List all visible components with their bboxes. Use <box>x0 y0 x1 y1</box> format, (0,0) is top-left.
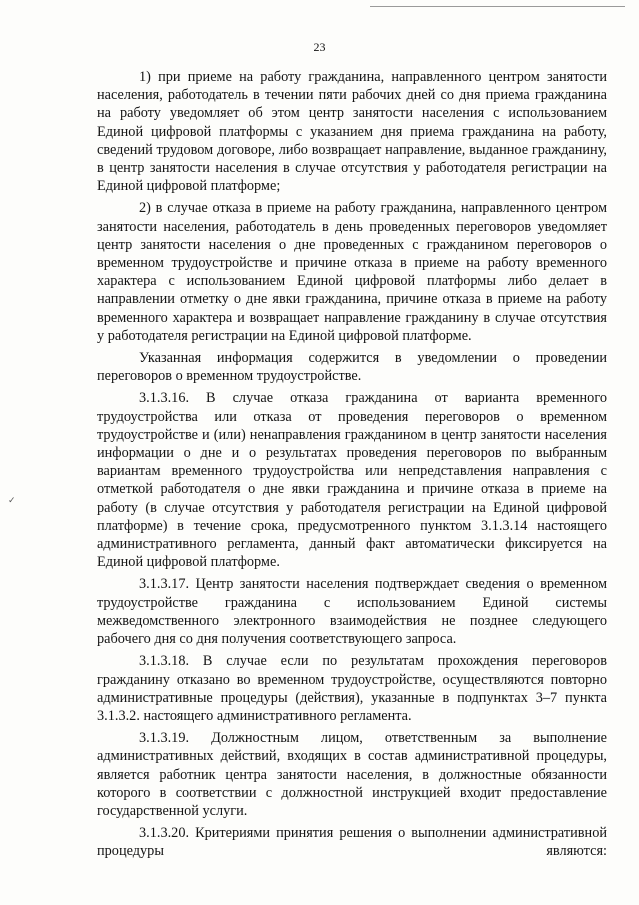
page-number: 23 <box>313 40 326 54</box>
paragraph-3-1-3-18: 3.1.3.18. В случае если по результатам прохождения переговоров гражданину отказано во временном трудоустройстве, осуществляются повторно административные процедуры (действия), указанные в подпунктах 3–7 пункта 3.1.3.2. настоящего административного регламента. <box>97 653 607 724</box>
top-edge-line <box>370 6 625 7</box>
paragraph-3-1-3-19: 3.1.3.19. Должностным лицом, ответственным за выполнение административных действий, входящих в состав административной процедуры, является работник центра занятости населения, в должностные обязанности которого в соответствии с должностной инструкцией входит предоставление государственной услуги. <box>97 730 607 819</box>
paragraph-3-1-3-17: 3.1.3.17. Центр занятости населения подтверждает сведения о временном трудоустройстве гражданина с использованием Единой системы межведомственного электронного взаимодействия не позднее следующего рабочего дня со дня получения соответствующего запроса. <box>97 576 607 648</box>
scan-speck: ✓ <box>8 496 16 506</box>
paragraph-3-1-3-16: 3.1.3.16. В случае отказа гражданина от варианта временного трудоустройства или отказа от проведения переговоров о временном трудоустройстве и (или) ненаправления гражданином в центр занятости населения информации о дне и о результатах проведения переговоров по выбранным вариантам временного трудоустройства или непредставления направления с отметкой работодателя о дне явки гражданина и причине отказа в приеме на работу (в случае отсутствия у работодателя регистрации на Единой цифровой платформе) в течение срока, предусмотренного пунктом 3.1.3.14 настоящего административного регламента, данный факт автоматически фиксируется на Единой цифровой платформе. <box>97 390 607 571</box>
paragraph-3-1-3-20: 3.1.3.20. Критериями принятия решения о выполнении административной процедуры являются: <box>97 825 607 860</box>
paragraph-item-2: 2) в случае отказа в приеме на работу гражданина, направленного центром занятости населения, работодатель в день проведенных переговоров уведомляет центр занятости населения о дне проведенных с гражданином переговоров о временном трудоустройстве и причине отказа в приеме на работу временного характера с использованием Единой цифровой платформы либо делает в направлении отметку о дне явки гражданина, причине отказа в приеме на работу временного характера и возвращает направление гражданину в случае отсутствия у работодателя регистрации на Единой цифровой платформе. <box>97 200 607 344</box>
paragraph-info-note: Указанная информация содержится в уведомлении о проведении переговоров о временном трудоустройстве. <box>97 350 607 385</box>
paragraph-item-1: 1) при приеме на работу гражданина, направленного центром занятости населения, работодатель в течении пяти рабочих дней со дня приема гражданина на работу уведомляет об этом центр занятости населения с использованием Единой цифровой платформы с указанием дня приема гражданина на работу, сведений трудовом договоре, либо возвращает направление, выданное гражданину, в центр занятости населения в случае отсутствия у работодателя регистрации на Единой цифровой платформе; <box>97 69 607 195</box>
document-body <box>97 68 607 865</box>
